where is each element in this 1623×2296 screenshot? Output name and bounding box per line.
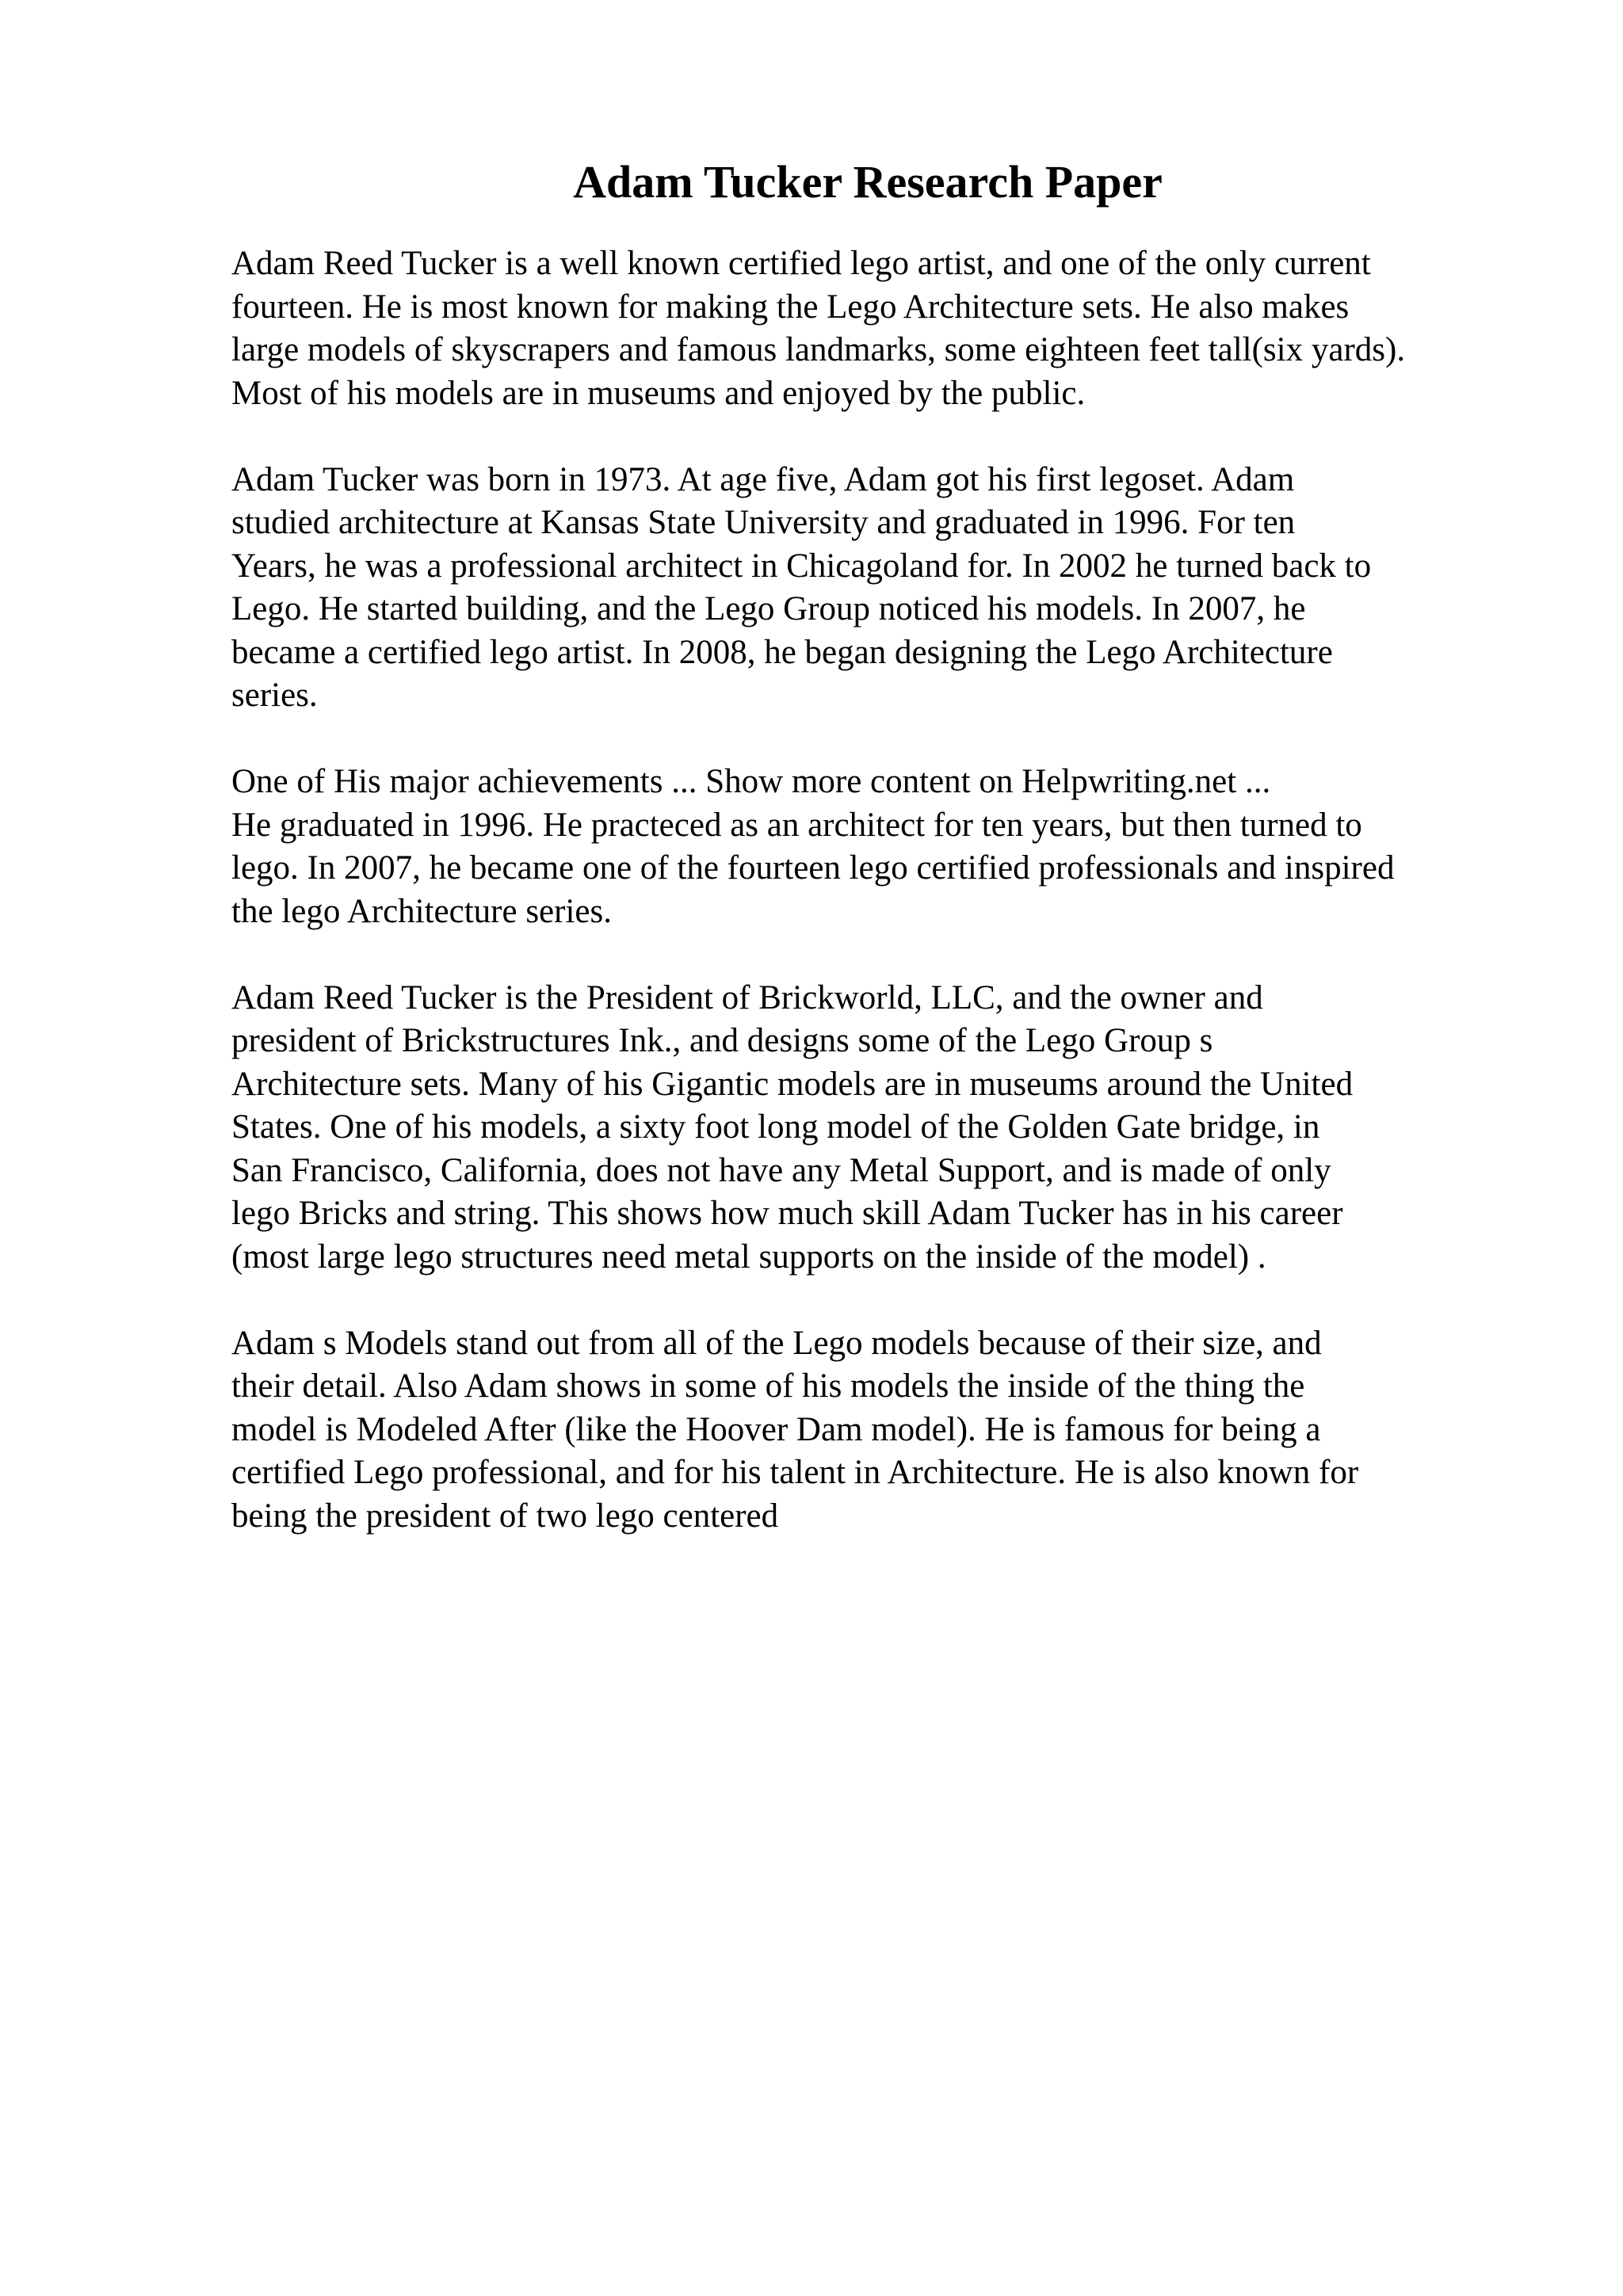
- paragraph-1: [231, 242, 1594, 415]
- text-line: (most large lego structures need metal supports on the inside of the model) .: [231, 1238, 1266, 1276]
- text-line: Lego. He started building, and the Lego Group noticed his models. In 2007, he: [231, 590, 1306, 627]
- text-line: Years, he was a professional architect in Chicagoland for. In 2002 he turned back to: [231, 547, 1372, 585]
- text-line: Adam Reed Tucker is a well known certified lego artist, and one of the only current: [231, 245, 1371, 282]
- document-title: Adam Tucker Research Paper: [573, 156, 1163, 208]
- document-body: [231, 242, 1594, 1581]
- text-line: large models of skyscrapers and famous landmarks, some eighteen feet tall(six yards).: [231, 331, 1406, 368]
- text-line: certified Lego professional, and for his talent in Architecture. He is also known for: [231, 1454, 1359, 1491]
- text-line: Architecture sets. Many of his Gigantic models are in museums around the United: [231, 1065, 1354, 1103]
- paragraph-3: [231, 761, 1594, 933]
- text-line: San Francisco, California, does not have any Metal Support, and is made of only: [231, 1151, 1331, 1189]
- text-line: Adam s Models stand out from all of the Lego models because of their size, and: [231, 1324, 1322, 1362]
- text-line: Most of his models are in museums and enjoyed by the public.: [231, 374, 1086, 412]
- text-line: One of His major achievements ... Show more content on Helpwriting.net ...: [231, 763, 1271, 800]
- paragraph-4: [231, 977, 1594, 1280]
- text-line: being the president of two lego centered: [231, 1497, 779, 1535]
- text-line: Adam Reed Tucker is the President of Brickworld, LLC, and the owner and: [231, 978, 1263, 1016]
- text-line: lego Bricks and string. This shows how much skill Adam Tucker has in his career: [231, 1195, 1343, 1232]
- text-line: He graduated in 1996. He practeced as an architect for ten years, but then turned to: [231, 806, 1362, 844]
- text-line: Adam Tucker was born in 1973. At age five, Adam got his first legoset. Adam: [231, 460, 1295, 498]
- text-line: the lego Architecture series.: [231, 892, 612, 930]
- text-line: their detail. Also Adam shows in some of his models the inside of the thing the: [231, 1367, 1305, 1405]
- text-line: president of Brickstructures Ink., and designs some of the Lego Group s: [231, 1022, 1213, 1059]
- text-line: lego. In 2007, he became one of the fourteen lego certified professionals and inspired: [231, 849, 1395, 887]
- text-line: model is Modeled After (like the Hoover Dam model). He is famous for being a: [231, 1410, 1321, 1448]
- paragraph-5: [231, 1322, 1594, 1539]
- text-line: studied architecture at Kansas State University and graduated in 1996. For ten: [231, 504, 1296, 541]
- text-line: series.: [231, 677, 318, 714]
- text-line: fourteen. He is most known for making the Lego Architecture sets. He also makes: [231, 288, 1350, 326]
- text-line: became a certified lego artist. In 2008, he began designing the Lego Architecture: [231, 633, 1333, 671]
- paragraph-2: [231, 459, 1594, 718]
- text-line: States. One of his models, a sixty foot long model of the Golden Gate bridge, in: [231, 1108, 1320, 1146]
